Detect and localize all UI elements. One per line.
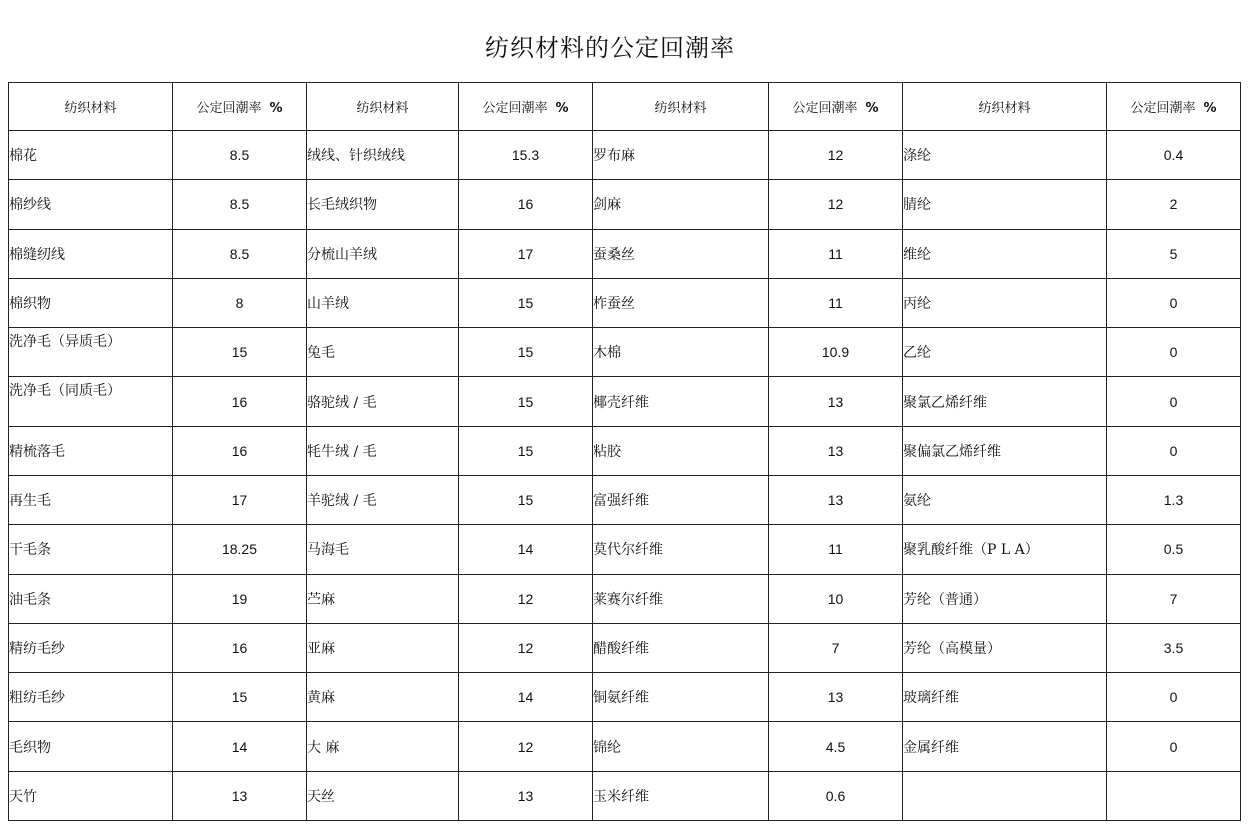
material-cell: 大 麻	[307, 722, 459, 771]
material-cell: 洗净毛（异质毛）	[9, 328, 173, 377]
rate-cell: 15	[459, 278, 593, 327]
material-cell: 聚乳酸纤维（P L A）	[903, 525, 1107, 574]
rate-cell: 14	[173, 722, 307, 771]
material-cell: 精梳落毛	[9, 426, 173, 475]
material-cell: 天竹	[9, 771, 173, 820]
rate-cell: 8.5	[173, 131, 307, 180]
table-row	[9, 525, 1241, 574]
rate-cell: 0	[1107, 377, 1241, 426]
rate-cell: 3.5	[1107, 623, 1241, 672]
material-cell: 玉米纤维	[593, 771, 769, 820]
rate-label: 公定回潮率	[196, 101, 262, 116]
rate-cell: 8.5	[173, 180, 307, 229]
material-cell: 天丝	[307, 771, 459, 820]
material-cell: 莫代尔纤维	[593, 525, 769, 574]
rate-cell: 0.4	[1107, 131, 1241, 180]
rate-cell: 16	[173, 377, 307, 426]
column-header-material: 纺织材料	[593, 83, 769, 131]
rate-unit: %	[865, 101, 879, 116]
rate-cell: 1.3	[1107, 475, 1241, 524]
rate-cell: 7	[1107, 574, 1241, 623]
rate-cell	[1107, 771, 1241, 820]
material-cell: 亚麻	[307, 623, 459, 672]
rate-cell: 0	[1107, 278, 1241, 327]
table-row	[9, 180, 1241, 229]
rate-cell: 14	[459, 673, 593, 722]
rate-cell: 0.5	[1107, 525, 1241, 574]
rate-cell: 16	[173, 623, 307, 672]
rate-cell: 13	[769, 673, 903, 722]
column-header-rate	[459, 83, 593, 131]
rate-unit: %	[1203, 101, 1217, 116]
material-cell: 粘胶	[593, 426, 769, 475]
material-cell: 长毛绒织物	[307, 180, 459, 229]
material-cell: 氨纶	[903, 475, 1107, 524]
rate-cell: 5	[1107, 229, 1241, 278]
rate-cell: 2	[1107, 180, 1241, 229]
rate-cell: 16	[459, 180, 593, 229]
material-cell: 木棉	[593, 328, 769, 377]
material-cell: 苎麻	[307, 574, 459, 623]
rate-cell: 15.3	[459, 131, 593, 180]
material-cell: 干毛条	[9, 525, 173, 574]
rate-cell: 15	[173, 673, 307, 722]
material-cell: 罗布麻	[593, 131, 769, 180]
material-cell: 洗净毛（同质毛）	[9, 377, 173, 426]
material-cell: 维纶	[903, 229, 1107, 278]
rate-cell: 15	[459, 426, 593, 475]
rate-cell: 13	[459, 771, 593, 820]
rate-cell: 11	[769, 525, 903, 574]
table-row	[9, 771, 1241, 820]
rate-cell: 15	[459, 328, 593, 377]
column-header-material: 纺织材料	[307, 83, 459, 131]
table-row	[9, 623, 1241, 672]
material-cell: 油毛条	[9, 574, 173, 623]
moisture-regain-table	[8, 82, 1241, 821]
material-cell: 芳纶（普通）	[903, 574, 1107, 623]
material-cell: 棉花	[9, 131, 173, 180]
rate-label: 公定回潮率	[482, 101, 548, 116]
column-header-material: 纺织材料	[9, 83, 173, 131]
table-row	[9, 229, 1241, 278]
rate-cell: 15	[459, 377, 593, 426]
rate-cell: 10.9	[769, 328, 903, 377]
rate-cell: 19	[173, 574, 307, 623]
column-header-rate	[769, 83, 903, 131]
rate-cell: 0	[1107, 426, 1241, 475]
material-cell: 玻璃纤维	[903, 673, 1107, 722]
table-row	[9, 475, 1241, 524]
rate-cell: 18.25	[173, 525, 307, 574]
material-cell: 蚕桑丝	[593, 229, 769, 278]
material-cell: 粗纺毛纱	[9, 673, 173, 722]
rate-cell: 4.5	[769, 722, 903, 771]
rate-cell: 0	[1107, 328, 1241, 377]
rate-cell: 15	[173, 328, 307, 377]
material-cell: 精纺毛纱	[9, 623, 173, 672]
rate-cell: 12	[459, 722, 593, 771]
rate-cell: 16	[173, 426, 307, 475]
material-cell: 柞蚕丝	[593, 278, 769, 327]
rate-cell: 13	[769, 377, 903, 426]
table-row	[9, 426, 1241, 475]
rate-cell: 10	[769, 574, 903, 623]
table-row	[9, 131, 1241, 180]
material-cell: 山羊绒	[307, 278, 459, 327]
table-row	[9, 377, 1241, 426]
table-row	[9, 328, 1241, 377]
table-row	[9, 673, 1241, 722]
rate-cell: 8	[173, 278, 307, 327]
material-cell: 椰壳纤维	[593, 377, 769, 426]
rate-cell: 7	[769, 623, 903, 672]
material-cell: 黄麻	[307, 673, 459, 722]
rate-cell: 13	[173, 771, 307, 820]
column-header-material: 纺织材料	[903, 83, 1107, 131]
material-cell: 骆驼绒 / 毛	[307, 377, 459, 426]
material-cell: 乙纶	[903, 328, 1107, 377]
material-cell: 铜氨纤维	[593, 673, 769, 722]
material-cell	[903, 771, 1107, 820]
rate-cell: 11	[769, 278, 903, 327]
rate-unit: %	[269, 101, 283, 116]
table-row	[9, 722, 1241, 771]
material-cell: 聚偏氯乙烯纤维	[903, 426, 1107, 475]
rate-cell: 12	[769, 131, 903, 180]
material-cell: 绒线、针织绒线	[307, 131, 459, 180]
material-cell: 锦纶	[593, 722, 769, 771]
material-cell: 羊驼绒 / 毛	[307, 475, 459, 524]
rate-cell: 8.5	[173, 229, 307, 278]
rate-cell: 17	[459, 229, 593, 278]
rate-cell: 0	[1107, 722, 1241, 771]
material-cell: 涤纶	[903, 131, 1107, 180]
rate-cell: 11	[769, 229, 903, 278]
material-cell: 牦牛绒 / 毛	[307, 426, 459, 475]
material-cell: 芳纶（高模量）	[903, 623, 1107, 672]
material-cell: 兔毛	[307, 328, 459, 377]
material-cell: 金属纤维	[903, 722, 1107, 771]
rate-cell: 12	[769, 180, 903, 229]
rate-cell: 17	[173, 475, 307, 524]
table-row	[9, 574, 1241, 623]
material-cell: 莱赛尔纤维	[593, 574, 769, 623]
material-cell: 棉织物	[9, 278, 173, 327]
column-header-rate	[173, 83, 307, 131]
table-body	[9, 131, 1241, 821]
material-cell: 腈纶	[903, 180, 1107, 229]
material-cell: 马海毛	[307, 525, 459, 574]
table-row	[9, 278, 1241, 327]
rate-cell: 14	[459, 525, 593, 574]
material-cell: 聚氯乙烯纤维	[903, 377, 1107, 426]
material-cell: 丙纶	[903, 278, 1107, 327]
material-cell: 富强纤维	[593, 475, 769, 524]
rate-cell: 13	[769, 426, 903, 475]
rate-cell: 12	[459, 623, 593, 672]
material-cell: 毛织物	[9, 722, 173, 771]
material-cell: 棉纱线	[9, 180, 173, 229]
rate-cell: 12	[459, 574, 593, 623]
rate-cell: 15	[459, 475, 593, 524]
rate-unit: %	[555, 101, 569, 116]
rate-label: 公定回潮率	[1130, 101, 1196, 116]
material-cell: 剑麻	[593, 180, 769, 229]
rate-label: 公定回潮率	[792, 101, 858, 116]
material-cell: 醋酸纤维	[593, 623, 769, 672]
material-cell: 再生毛	[9, 475, 173, 524]
rate-cell: 0.6	[769, 771, 903, 820]
column-header-rate	[1107, 83, 1241, 131]
material-cell: 棉缝纫线	[9, 229, 173, 278]
rate-cell: 0	[1107, 673, 1241, 722]
material-cell: 分梳山羊绒	[307, 229, 459, 278]
table-header-row	[9, 83, 1241, 131]
rate-cell: 13	[769, 475, 903, 524]
page-title: 纺织材料的公定回潮率	[485, 34, 735, 62]
